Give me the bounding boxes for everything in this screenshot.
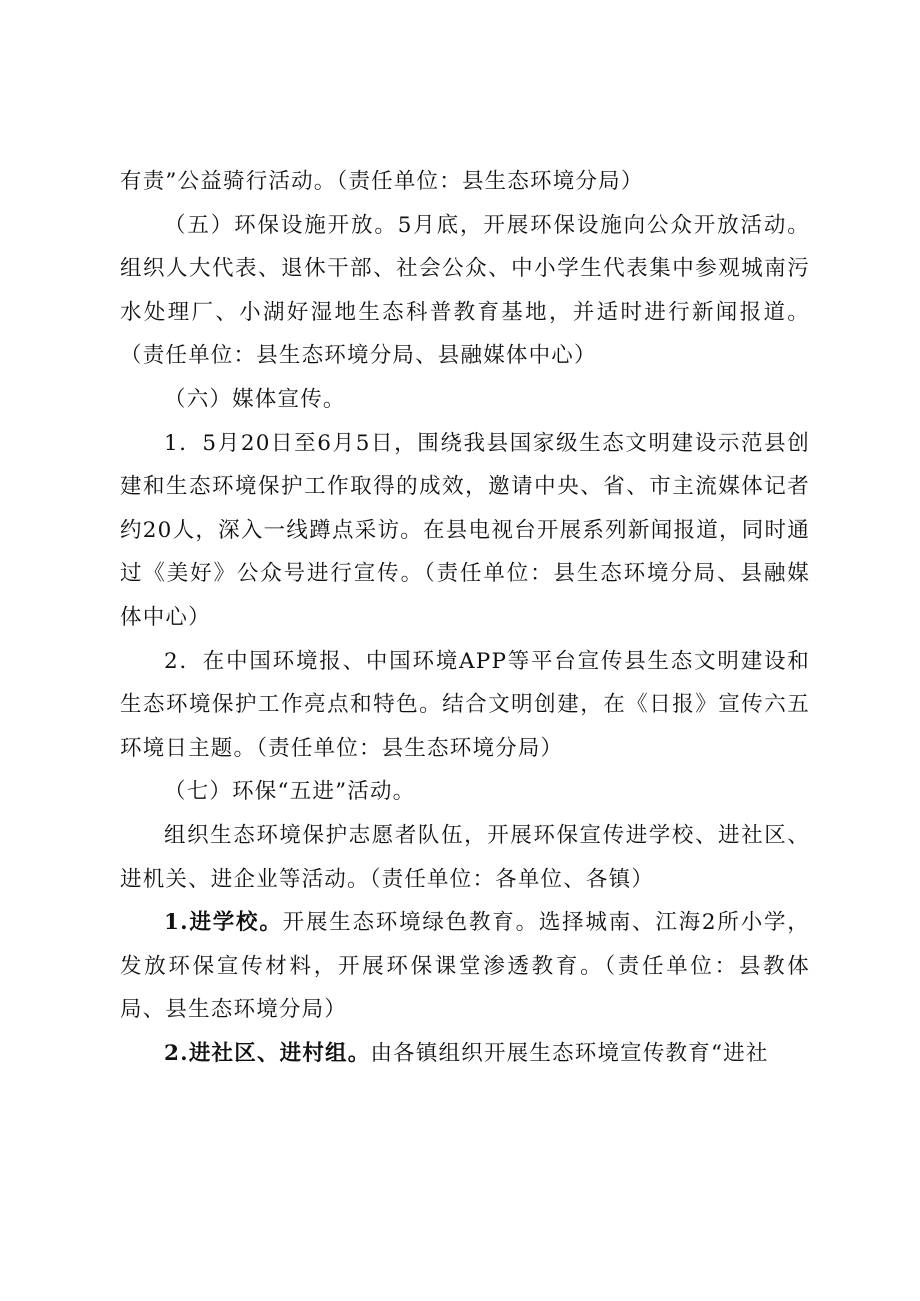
paragraph-schools-item [120, 901, 810, 1032]
paragraph-five-entries-intro: 组织生态环境保护志愿者队伍，开展环保宣传进学校、进社区、进机关、进企业等活动。（责任单位：各单位、各镇） [120, 822, 810, 892]
communities-item-body: 由各镇组织开展生态环境宣传教育“进社 [370, 1040, 769, 1066]
schools-item-body: 开展生态环境绿色教育。选择城南、江海2所小学，发放环保宣传材料，开展环保课堂渗透教育。（责任单位：县教体局、县生态环境分局） [120, 910, 810, 1023]
heading-section-6-media: （六）媒体宣传。 [164, 386, 346, 412]
paragraph-media-item-2: 2．在中国环境报、中国环境APP等平台宣传县生态文明建设和生态环境保护工作亮点和特色。结合文明创建，在《日报》宣传六五环境日主题。（责任单位：县生态环境分局） [120, 648, 810, 761]
schools-item-lead: 1.进学校。 [164, 910, 283, 936]
document-page [120, 160, 810, 1075]
paragraph-continuation: 有责”公益骑行活动。（责任单位：县生态环境分局） [120, 169, 644, 194]
communities-item-lead: 2.进社区、进村组。 [164, 1040, 371, 1066]
paragraph-communities-item [120, 1032, 810, 1076]
heading-section-7-five-entries: （七）环保“五进”活动。 [164, 779, 416, 805]
paragraph-media-item-1: 1．5月20日至6月5日，围绕我县国家级生态文明建设示范县创建和生态环境保护工作取得的成效，邀请中央、省、市主流媒体记者约20人，深入一线蹲点采访。在县电视台开展系列新闻报道，同时通过《美好》公众号进行宣传。（责任单位：县生态环境分局、县融媒体中心） [120, 430, 810, 630]
paragraph-section-5-facility-opening: （五）环保设施开放。5月底，开展环保设施向公众开放活动。组织人大代表、退休干部、社会公众、中小学生代表集中参观城南污水处理厂、小湖好湿地生态科普教育基地，并适时进行新闻报道。（责任单位：县生态环境分局、县融媒体中心） [120, 212, 810, 369]
